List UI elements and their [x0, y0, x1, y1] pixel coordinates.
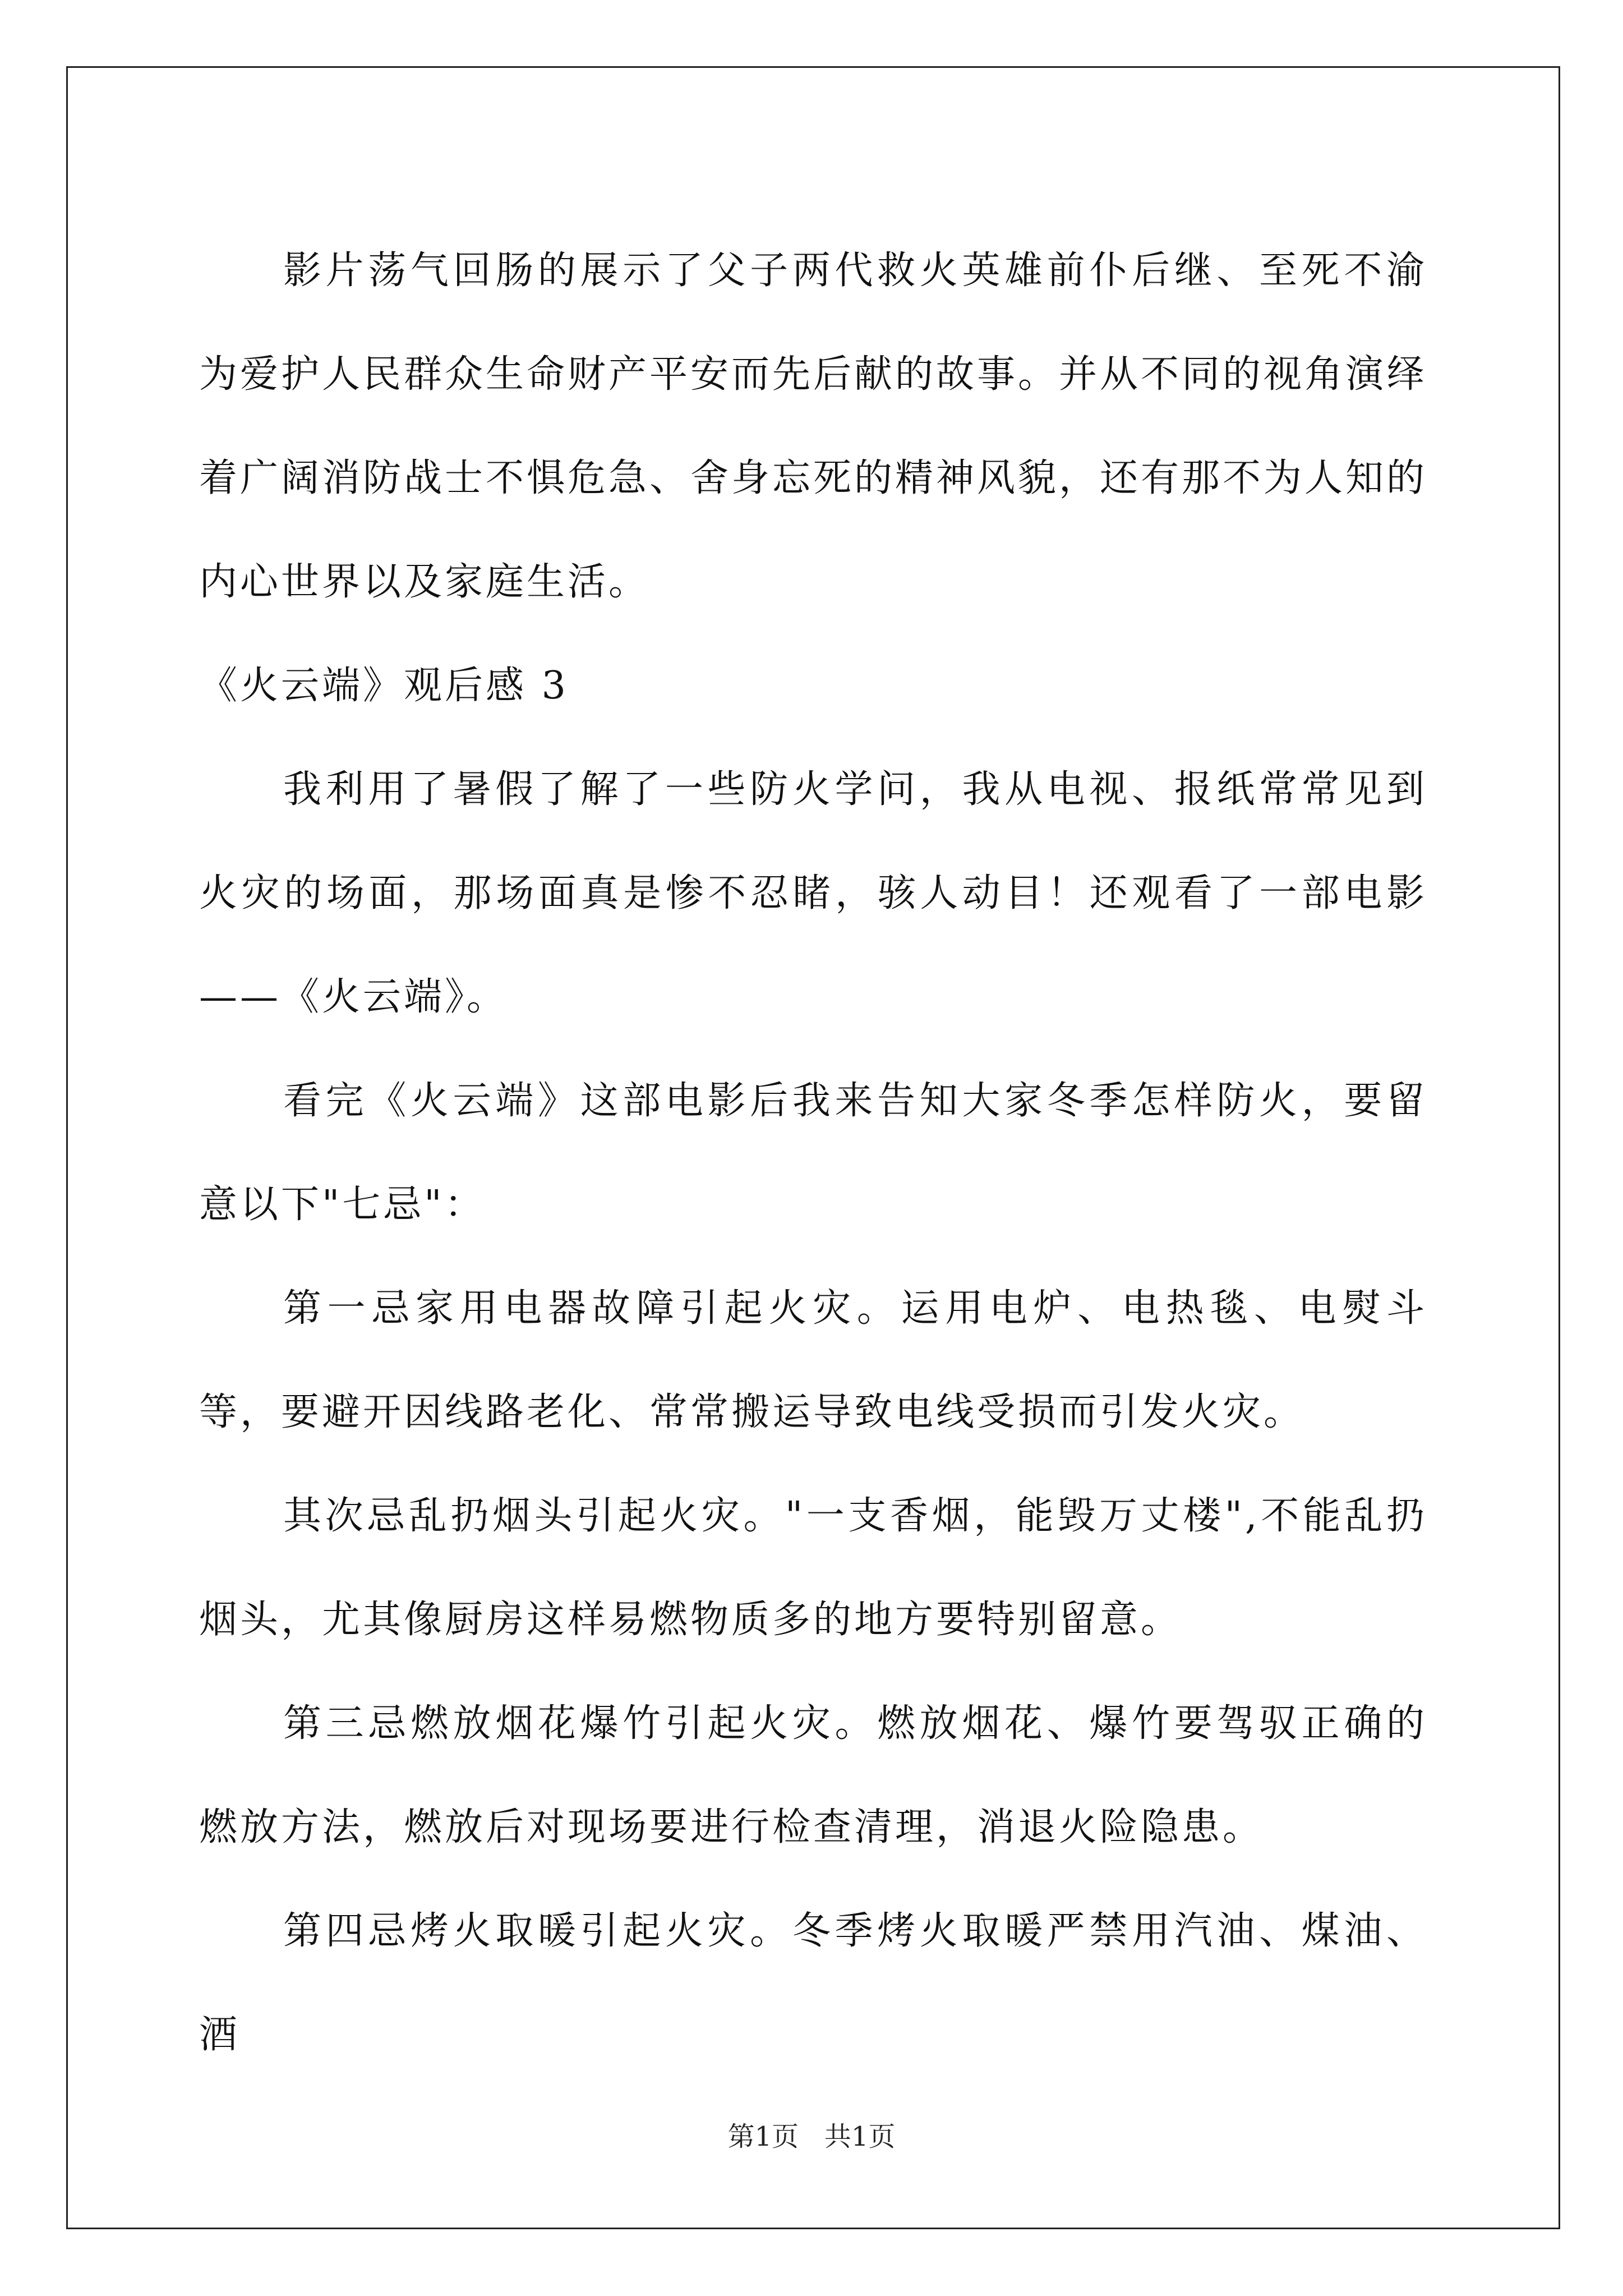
paragraph-taboo-2: 其次忌乱扔烟头引起火灾。"一支香烟，能毁万丈楼",不能乱扔烟头，尤其像厨房这样易燃物质多的地方要特别留意。: [199, 1494, 1428, 1642]
paragraph-taboo-4: 第四忌烤火取暖引起火灾。冬季烤火取暖严禁用汽油、煤油、酒: [199, 1909, 1427, 2057]
paragraph-seven-taboos: 看完《火云端》这部电影后我来告知大家冬季怎样防火，要留意以下"七忌"：: [199, 1079, 1427, 1227]
page-footer: [0, 2115, 1623, 2154]
paragraph-summer: 我利用了暑假了解了一些防火学问，我从电视、报纸常常见到火灾的场面，那场面真是惨不忍睹，骇人动目！还观看了一部电影——《火云端》。: [199, 767, 1427, 1019]
paragraph-taboo-1: 第一忌家用电器故障引起火灾。运用电炉、电热毯、电熨斗等，要避开因线路老化、常常搬运导致电线受损而引发火灾。: [199, 1286, 1427, 1434]
paragraph-intro: 影片荡气回肠的展示了父子两代救火英雄前仆后继、至死不渝为爱护人民群众生命财产平安而先后献的故事。并从不同的视角演绎着广阔消防战士不惧危急、舍身忘死的精神风貌，还有那不为人知的内心世界以及家庭生活。: [199, 249, 1428, 604]
page-number: 第1页 共1页: [727, 2121, 896, 2152]
section-heading: 《火云端》观后感 3: [199, 664, 569, 708]
paragraph-taboo-3: 第三忌燃放烟花爆竹引起火灾。燃放烟花、爆竹要驾驭正确的燃放方法，燃放后对现场要进行检查清理，消退火险隐患。: [199, 1701, 1427, 1849]
document-body: [199, 219, 1427, 2087]
